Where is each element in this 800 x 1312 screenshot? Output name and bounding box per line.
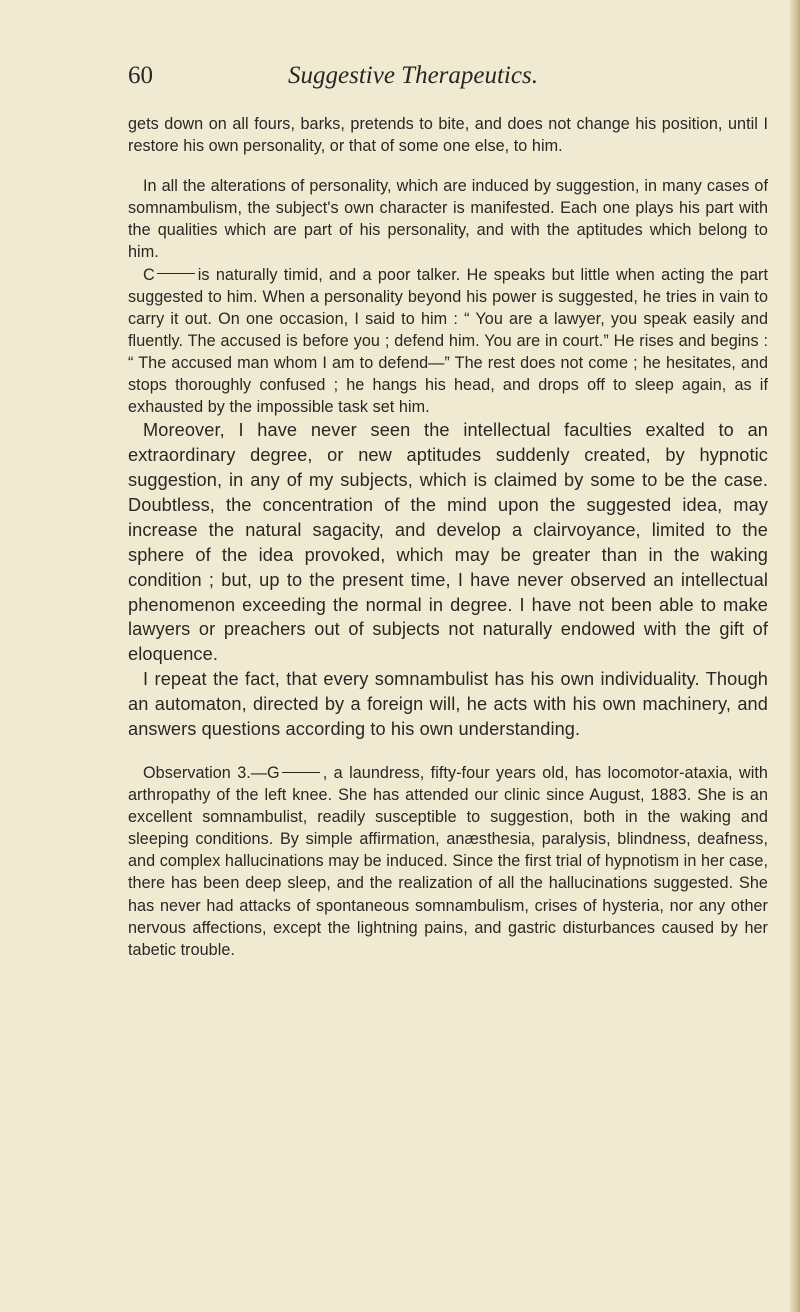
- page-edge: [790, 0, 800, 1312]
- name-blank: [157, 273, 195, 274]
- paragraph-text: is naturally timid, and a poor talker. He speaks but little when acting the part suggested to him. When a personality beyond his power is suggested, he tries in vain to carry it out. On one occasion, I said to him : “ You are a lawyer, you speak easily and fluently. The accused is before you ; defend him. You are in court.” He rises and begins : “ The accused man whom I am to defend—” The rest does not come ; he hesitates, and stops thoroughly confused ; he hangs his head, and drops off to sleep again, as if exhausted by the impossible task set him.: [128, 265, 768, 417]
- paragraph-individuality: I repeat the fact, that every somnambulist has his own individuality. Though an automaton, directed by a foreign will, he acts with his own machinery, and answers questions according to his own understanding.: [128, 669, 768, 740]
- page-body: [128, 113, 768, 961]
- observation-lead: Observation 3.—G: [143, 764, 280, 782]
- paragraph-subject-c: [128, 264, 768, 419]
- paragraph-continuation: gets down on all fours, barks, pretends to bite, and does not change his position, until I restore his own personality, or that of some one else, to him.: [128, 115, 768, 156]
- paragraph-intellectual-faculties: Moreover, I have never seen the intellectual faculties exalted to an extraordinary degree, or new aptitudes suddenly created, by hypnotic suggestion, in any of my subjects, which is claimed by some to be the case. Doubtless, the concentration of the mind upon the suggested idea, may increase the natural sagacity, and develop a clairvoyance, limited to the sphere of the idea provoked, which may be greater than in the waking condition ; but, up to the present time, I have never observed an intellectual phenomenon exceeding the normal in degree. I have not been able to make lawyers or preachers out of subjects not naturally endowed with the gift of eloquence.: [128, 420, 768, 665]
- page-number: 60: [128, 62, 153, 89]
- paragraph-text: , a laundress, fifty-four years old, has locomotor-ataxia, with arthropathy of the left knee. She has attended our clinic since August, 1883. She is an excellent somnambulist, readily susceptible to suggestion, both in the waking and sleeping conditions. By simple affirmation, anæsthesia, paralysis, blindness, deafness, and complex hallucinations may be induced. Since the first trial of hypnotism in her case, there has been deep sleep, and the realization of all the hallucinations suggested. She has never had attacks of spontaneous somnambulism, crises of hysteria, nor any other nervous affections, except the lightning pains, and gastric disturbances caused by her tabetic trouble.: [128, 764, 768, 959]
- name-blank: [282, 772, 320, 773]
- subject-initial: C: [143, 265, 155, 284]
- running-title: Suggestive Therapeutics.: [288, 62, 538, 89]
- paragraph-observation-3: [128, 762, 768, 961]
- page-header: [0, 61, 800, 95]
- paragraph-personality-alterations: In all the alterations of personality, which are induced by suggestion, in many cases of somnambulism, the subject's own character is manifested. Each one plays his part with the qualities which are part of his personality, and with the aptitudes which belong to him.: [128, 177, 768, 262]
